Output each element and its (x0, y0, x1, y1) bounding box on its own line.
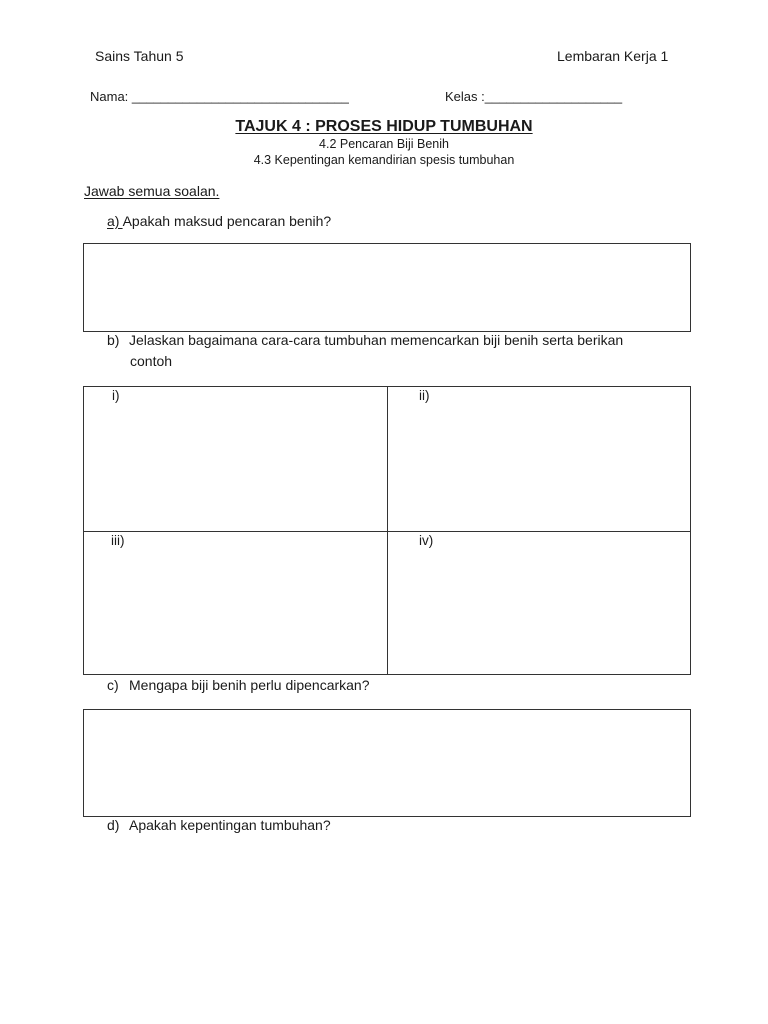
question-c (107, 677, 370, 693)
subtopic-4-3: 4.3 Kepentingan kemandirian spesis tumbuhan (253, 153, 515, 167)
answer-cell-iii[interactable] (84, 531, 387, 674)
subject-label: Sains Tahun 5 (95, 48, 184, 64)
subtopic-4-2: 4.2 Pencaran Biji Benih (319, 137, 449, 151)
class-field: Kelas :___________________ (445, 89, 623, 104)
cell-label-iii: iii) (111, 533, 125, 548)
answer-cell-ii[interactable] (387, 387, 690, 531)
cell-label-i: i) (112, 388, 120, 403)
answer-box-a[interactable] (83, 243, 691, 332)
worksheet-number: Lembaran Kerja 1 (557, 48, 669, 64)
answer-box-c[interactable] (83, 709, 691, 817)
question-b-letter: b) (107, 332, 120, 348)
instruction: Jawab semua soalan. (84, 183, 220, 199)
question-c-text: Mengapa biji benih perlu dipencarkan? (129, 677, 370, 693)
question-c-letter: c) (107, 677, 119, 693)
question-d (107, 817, 331, 833)
question-b-text-line1: Jelaskan bagaimana cara-cara tumbuhan memencarkan biji benih serta berikan (129, 332, 624, 348)
cell-label-iv: iv) (419, 533, 434, 548)
question-b-text-line2: contoh (130, 353, 173, 369)
cell-label-ii: ii) (419, 388, 430, 403)
question-b (107, 332, 623, 348)
question-a-text: Apakah maksud pencaran benih? (122, 213, 332, 229)
answer-cell-iv[interactable] (387, 531, 690, 674)
question-d-letter: d) (107, 817, 120, 833)
question-a (107, 213, 331, 229)
answer-cell-i[interactable] (84, 387, 387, 531)
page-title: TAJUK 4 : PROSES HIDUP TUMBUHAN (235, 118, 533, 135)
answer-grid-b (83, 386, 691, 675)
question-a-letter: a) (107, 213, 123, 229)
question-d-text: Apakah kepentingan tumbuhan? (129, 817, 331, 833)
name-field: Nama: ______________________________ (90, 89, 349, 104)
